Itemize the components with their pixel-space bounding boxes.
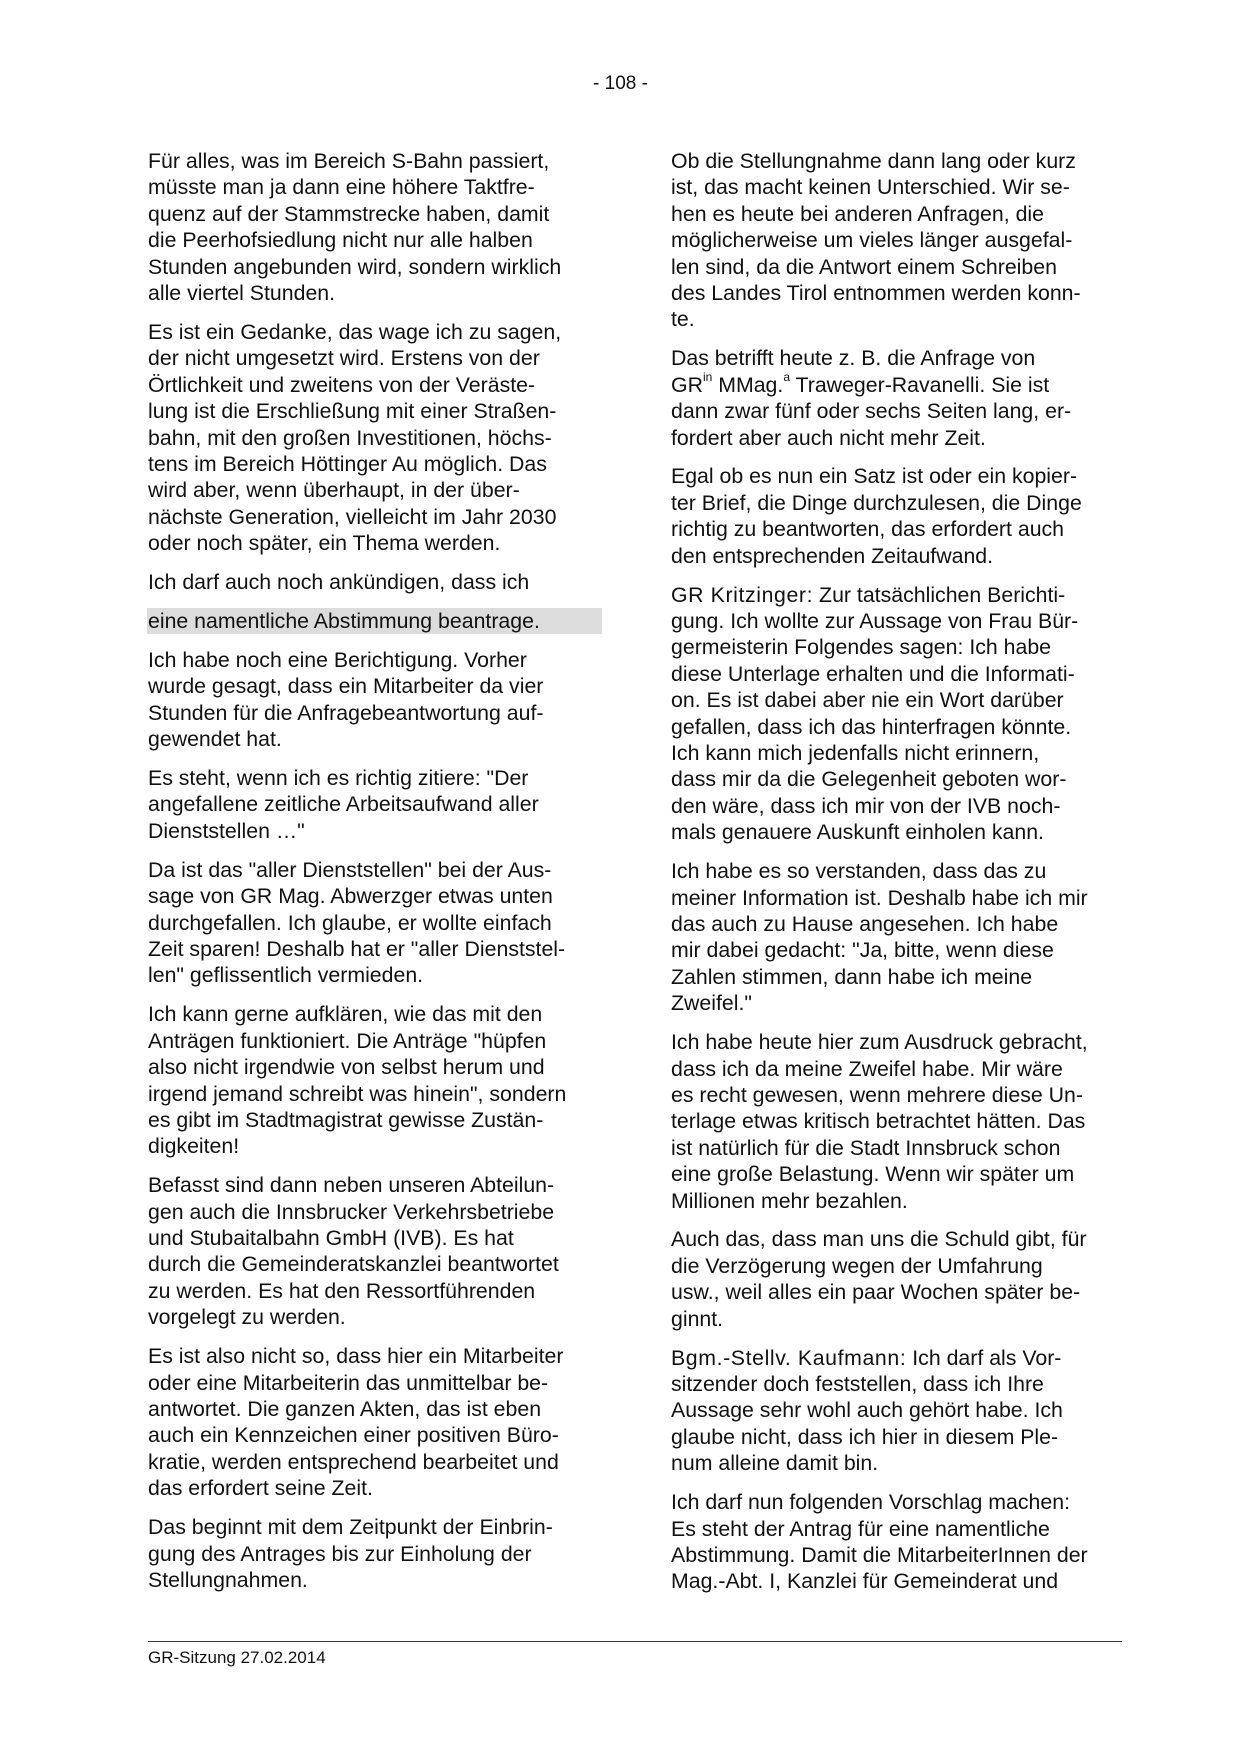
text-line: Ich kann gerne aufklären, wie das mit den [148, 1002, 543, 1027]
text-line [671, 369, 1125, 398]
text-line: Es steht der Antrag für eine namentliche [671, 1516, 1050, 1541]
paragraph [671, 345, 1125, 451]
text-line: zu werden. Es hat den Ressortführenden [148, 1278, 536, 1303]
text-line: durch die Gemeinderatskanzlei beantwortet [148, 1252, 559, 1277]
text-line: Stunden angebunden wird, sondern wirklich [148, 254, 562, 279]
text-line: Stellungnahmen. [148, 1567, 308, 1592]
text-line: lung ist die Erschließung mit einer Straßen- [148, 399, 557, 424]
text-line: den entsprechenden Zeitaufwand. [671, 543, 994, 568]
text-line: ter Brief, die Dinge durchzulesen, die Dinge [671, 490, 1082, 515]
text-line: Dienststellen …" [148, 818, 305, 843]
title-gr-superscript: in [702, 369, 713, 384]
text-line: richtig zu beantworten, das erfordert auch [671, 517, 1065, 542]
text-line: Ich habe noch eine Berichtigung. Vorher [148, 647, 527, 672]
text-line: sage von GR Mag. Abwerzger etwas unten [148, 884, 553, 909]
text-line: Mag.-Abt. I, Kanzlei für Gemeinderat und [671, 1569, 1059, 1594]
footer-session-date: GR-Sitzung 27.02.2014 [148, 1648, 326, 1667]
text-line: den wäre, dass ich mir von der IVB noch- [671, 793, 1061, 818]
highlighted-paragraph [148, 608, 602, 634]
title-gr: GR [671, 372, 703, 397]
text-line: oder noch später, ein Thema werden. [148, 531, 501, 556]
text-line: Auch das, dass man uns die Schuld gibt, für [671, 1227, 1087, 1252]
paragraph [148, 569, 602, 595]
text-line: usw., weil alles ein paar Wochen später be- [671, 1280, 1081, 1305]
text-line: wurde gesagt, dass ein Mitarbeiter da vier [148, 674, 544, 699]
highlighted-text-line: eine namentliche Abstimmung beantrage. [147, 608, 602, 634]
text-line: diese Unterlage erhalten und die Informati- [671, 661, 1075, 686]
text-line: Zeit sparen! Deshalb hat er "aller Dienststel- [148, 936, 566, 961]
text-line: vorgelegt zu werden. [148, 1305, 346, 1330]
text-line: Abstimmung. Damit die MitarbeiterInnen der [671, 1542, 1088, 1567]
footer-divider [148, 1641, 1122, 1642]
text-line: und Stubaitalbahn GmbH (IVB). Es hat [148, 1226, 514, 1251]
paragraph [148, 319, 602, 557]
text-line: müsste man ja dann eine höhere Taktfre- [148, 175, 535, 200]
text-line: Das betrifft heute z. B. die Anfrage von [671, 346, 1036, 371]
paragraph [671, 463, 1125, 569]
title-mmag: MMag. [712, 372, 784, 397]
text-line: das auch zu Hause angesehen. Ich habe [671, 911, 1059, 936]
text-line: ist natürlich für die Stadt Innsbruck schon [671, 1135, 1061, 1160]
text-line: len sind, da die Antwort einem Schreiben [671, 254, 1057, 279]
paragraph [148, 1343, 602, 1501]
paragraph [671, 1226, 1125, 1332]
text-line: Für alles, was im Bereich S-Bahn passiert, [148, 149, 550, 173]
paragraph [148, 148, 602, 306]
text-line: gung. Ich wollte zur Aussage von Frau Bür- [671, 609, 1079, 633]
paragraph [671, 582, 1125, 846]
text-line: quenz auf der Stammstrecke haben, damit [148, 201, 550, 226]
right-column [671, 148, 1125, 1607]
text-line: durchgefallen. Ich glaube, er wollte einfach [148, 910, 552, 935]
text-line [671, 582, 1125, 608]
text-line: glaube nicht, dass ich hier in diesem Ple- [671, 1424, 1059, 1449]
text-line: also nicht irgendwie von selbst herum und [148, 1055, 545, 1080]
text-line: Es steht, wenn ich es richtig zitiere: "Der [148, 766, 529, 791]
text-line: Ich darf nun folgenden Vorschlag machen: [671, 1490, 1070, 1515]
text-line: Ich kann mich jedenfalls nicht erinnern, [671, 741, 1040, 766]
text-line: mir dabei gedacht: "Ja, bitte, wenn diese [671, 938, 1054, 963]
text-line: die Verzögerung wegen der Umfahrung [671, 1253, 1043, 1278]
text-line: auch ein Kennzeichen einer positiven Büro- [148, 1423, 559, 1448]
text-line: es gibt im Stadtmagistrat gewisse Zustän- [148, 1107, 544, 1132]
text-line: digkeiten! [148, 1134, 240, 1159]
text-line: te. [671, 307, 695, 332]
text-line: ginnt. [671, 1306, 724, 1331]
text-line: ist, das macht keinen Unterschied. Wir se- [671, 175, 1070, 200]
text-line: die Peerhofsiedlung nicht nur alle halben [148, 228, 533, 253]
speaker-name: GR Kritzinger: [671, 582, 814, 607]
text-line: das erfordert seine Zeit. [148, 1476, 373, 1501]
paragraph [148, 647, 602, 753]
paragraph [148, 1172, 602, 1330]
text-line: gewendet hat. [148, 727, 282, 752]
text-line: irgend jemand schreibt was hinein", sondern [148, 1081, 567, 1106]
text-line: Ich darf auch noch ankündigen, dass ich [148, 570, 530, 595]
text-line: Aussage sehr wohl auch gehört habe. Ich [671, 1398, 1063, 1423]
text-line: kratie, werden entsprechend bearbeitet und [148, 1449, 559, 1474]
text-line: germeisterin Folgendes sagen: Ich habe [671, 635, 1052, 660]
page-number: - 108 - [593, 73, 648, 94]
text-line: tens im Bereich Höttinger Au möglich. Das [148, 451, 547, 476]
text-line: Es ist also nicht so, dass hier ein Mitarbeiter [148, 1344, 564, 1369]
text-line: gefallen, dass ich das hinterfragen könnte. [671, 714, 1072, 739]
text-line: der nicht umgesetzt wird. Erstens von der [148, 346, 540, 371]
text-line: dann zwar fünf oder sechs Seiten lang, er- [671, 399, 1072, 424]
text-line: wird aber, wenn überhaupt, in der über- [148, 478, 520, 503]
paragraph [671, 858, 1125, 1016]
paragraph [671, 1489, 1125, 1595]
text-line: antwortet. Die ganzen Akten, das ist eben [148, 1396, 542, 1421]
speech-text: Zur tatsächlichen Berichti- [813, 582, 1066, 607]
text-line: Zweifel." [671, 991, 752, 1016]
text-line: Ich habe heute hier zum Ausdruck gebracht, [671, 1030, 1088, 1055]
text-line: möglicherweise um vieles länger ausgefal- [671, 228, 1073, 253]
text-line: Zahlen stimmen, dann habe ich meine [671, 964, 1033, 989]
text-line: des Landes Tirol entnommen werden konn- [671, 281, 1081, 306]
paragraph [148, 857, 602, 989]
text-line: Es ist ein Gedanke, das wage ich zu sagen, [148, 319, 562, 344]
text-line: hen es heute bei anderen Anfragen, die [671, 201, 1044, 226]
paragraph [148, 1514, 602, 1593]
text-line: nächste Generation, vielleicht im Jahr 2030 [148, 504, 557, 529]
title-mmag-superscript: a [783, 369, 790, 384]
text-line: es recht gewesen, wenn mehrere diese Un- [671, 1082, 1083, 1107]
text-line: gung des Antrages bis zur Einholung der [148, 1541, 532, 1566]
text-line: terlage etwas kritisch betrachtet hätten. Das [671, 1109, 1086, 1134]
speech-text: Ich darf als Vor- [906, 1345, 1062, 1370]
text-line: bahn, mit den großen Investitionen, höchs- [148, 425, 552, 450]
speaker-name: Bgm.-Stellv. Kaufmann: [671, 1345, 907, 1370]
text-line: Örtlichkeit und zweitens von der Veräste- [148, 372, 536, 397]
paragraph [148, 765, 602, 844]
text-line: meiner Information ist. Deshalb habe ich mir [671, 885, 1088, 910]
text-line: eine große Belastung. Wenn wir später um [671, 1162, 1075, 1187]
text-line: dass mir da die Gelegenheit geboten wor- [671, 767, 1067, 792]
paragraph [671, 148, 1125, 333]
text-line: Anträgen funktioniert. Die Anträge "hüpfen [148, 1028, 547, 1053]
text-line: mals genauere Auskunft einholen kann. [671, 820, 1044, 845]
text-line: Millionen mehr bezahlen. [671, 1188, 908, 1213]
paragraph [148, 1001, 602, 1159]
text-line: oder eine Mitarbeiterin das unmittelbar be- [148, 1370, 549, 1395]
paragraph [671, 1345, 1125, 1477]
text-line: alle viertel Stunden. [148, 281, 336, 306]
text-line: Das beginnt mit dem Zeitpunkt der Einbrin- [148, 1515, 553, 1540]
text-line: gen auch die Innsbrucker Verkehrsbetriebe [148, 1199, 555, 1224]
text-line [671, 1345, 1125, 1371]
text-line: Befasst sind dann neben unseren Abteilun- [148, 1173, 555, 1198]
paragraph [671, 1029, 1125, 1214]
text-line: Stunden für die Anfragebeantwortung auf- [148, 700, 544, 725]
text-line: num alleine damit bin. [671, 1451, 879, 1476]
text-line: Egal ob es nun ein Satz ist oder ein kopier- [671, 464, 1078, 489]
text-line: len" geflissentlich vermieden. [148, 963, 424, 988]
name-text: Traweger-Ravanelli. Sie ist [790, 372, 1050, 397]
text-line: on. Es ist dabei aber nie ein Wort darüber [671, 688, 1064, 713]
text-line: angefallene zeitliche Arbeitsaufwand aller [148, 792, 539, 817]
text-line: fordert aber auch nicht mehr Zeit. [671, 425, 986, 450]
text-line: Da ist das "aller Dienststellen" bei der Aus- [148, 857, 552, 882]
text-line: sitzender doch feststellen, dass ich Ihre [671, 1371, 1044, 1396]
text-line: Ich habe es so verstanden, dass das zu [671, 859, 1047, 884]
text-line: dass ich da meine Zweifel habe. Mir wäre [671, 1056, 1063, 1081]
text-line: Ob die Stellungnahme dann lang oder kurz [671, 149, 1076, 173]
left-column [148, 148, 602, 1606]
